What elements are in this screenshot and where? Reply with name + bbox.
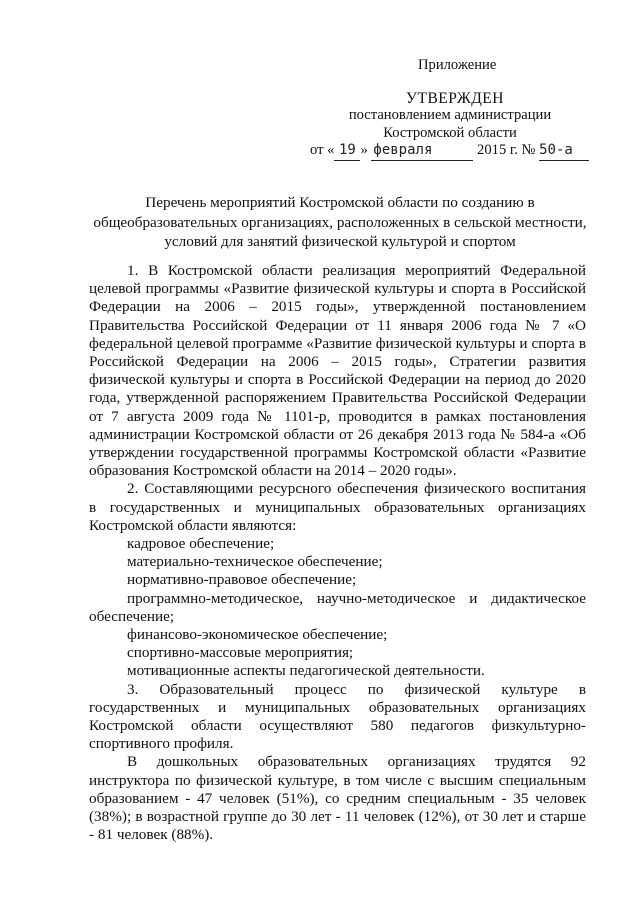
list-item: кадровое обеспечение; xyxy=(127,535,275,553)
list-item: нормативно-правовое обеспечение; xyxy=(127,571,357,589)
paragraph-2: 2. Составляющими ресурсного обеспечения физического воспитания в государственных и муниципальных образовательных организациях Костромской области являются: xyxy=(89,480,586,534)
appendix-label: Приложение xyxy=(418,57,497,73)
paragraph-1: 1. В Костромской области реализация мероприятий Федеральной целевой программы «Развитие физической культуры и спорта в Российской Федерации на 2006 – 2015 годы», утвержденной постановлением Правительства Российской Федерации от 11 января 2006 года № 7 «О федеральной целевой программе «Развитие физической культуры и спорта в Российской Федерации на 2006 – 2015 годы», Стратегии развития физической культуры и спорта в Российской Федерации на период до 2020 года, утвержденной распоряжением Правительства Российской Федерации от 7 августа 2009 года № 1101-р, проводится в рамках постановления администрации Костромской области от 26 декабря 2013 года № 584-а «Об утверждении государственной программы Костромской области «Развитие образования Костромской области на 2014 – 2020 годы». xyxy=(89,262,586,480)
paragraph-3: 3. Образовательный процесс по физической культуре в государственных и муниципальных образовательных организациях Костромской области осуществляют 580 педагогов физкультурно-спортивного профиля. xyxy=(89,680,586,753)
approved-by-line-1: постановлением администрации xyxy=(348,107,552,123)
list-item: спортивно-массовые мероприятия; xyxy=(127,644,354,662)
date-year: 2015 г. № xyxy=(477,142,536,158)
document-body xyxy=(89,262,586,845)
paragraph-4: В дошкольных образовательных организациях трудятся 92 инструктора по физической культуре, в том числе с высшим специальным образованием - 47 человек (51%), со средним специальным - 35 человек (38%); в возрастной группе до 30 лет - 11 человек (12%), от 30 лет и старше - 81 человек (88%). xyxy=(89,753,586,844)
date-mid: » xyxy=(360,142,368,158)
list-item: мотивационные аспекты педагогической деятельности. xyxy=(127,662,485,680)
decree-date-line xyxy=(310,141,610,161)
list-item: программно-методическое, научно-методическое и дидактическое обеспечение; xyxy=(89,589,586,625)
decree-number: 50-а xyxy=(539,141,589,161)
date-prefix: от « xyxy=(310,142,335,158)
title-line-2: общеобразовательных организациях, расположенных в сельской местности, xyxy=(93,213,587,231)
list-item: материально-техническое обеспечение; xyxy=(127,553,383,571)
approved-by-line-2: Костромской области xyxy=(383,125,517,141)
title-line-1: Перечень мероприятий Костромской области по созданию в xyxy=(145,194,535,211)
date-month: февраля xyxy=(371,141,473,161)
list-item: финансово-экономическое обеспечение; xyxy=(127,626,388,644)
date-day: 19 xyxy=(334,141,360,161)
approved-heading: УТВЕРЖДЕН xyxy=(406,90,504,107)
document-title xyxy=(70,193,610,252)
title-line-3: условий для занятий физической культурой и спортом xyxy=(164,233,516,250)
